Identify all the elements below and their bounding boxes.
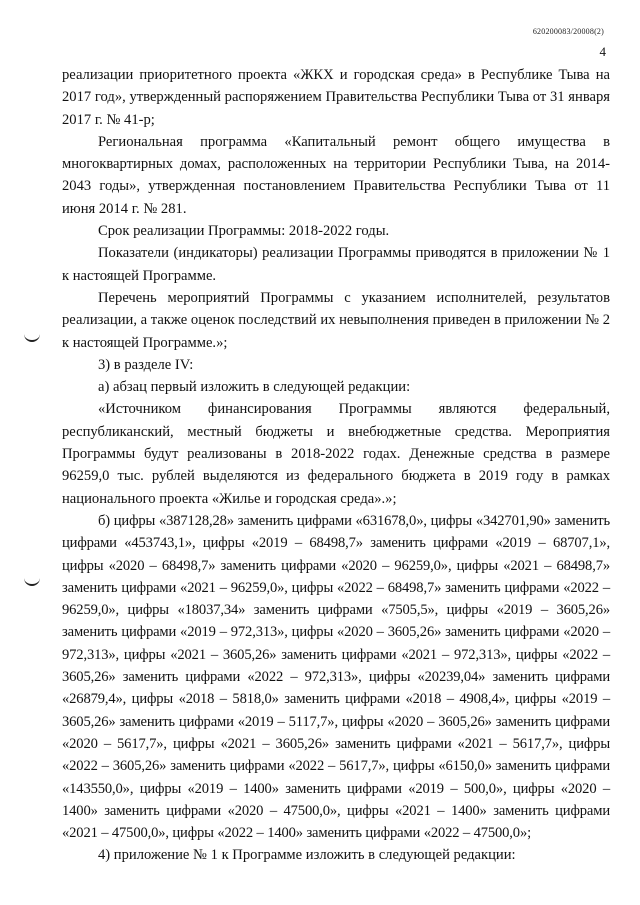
document-body [62, 64, 610, 867]
paragraph: Региональная программа «Капитальный ремонт общего имущества в многоквартирных домах, расположенных на территории Республики Тыва, на 2014-2043 годы», утвержденная постановлением Правительства Республики Тыва от 11 июня 2014 г. № 281. [62, 133, 610, 217]
paragraph: Срок реализации Программы: 2018-2022 годы. [98, 223, 390, 240]
paragraph: Показатели (индикаторы) реализации Программы приводятся в приложении № 1 к настоящей Программе. [62, 245, 610, 284]
paragraph: «Источником финансирования Программы являются федеральный, республиканский, местный бюджеты и внебюджетные средства. Мероприятия Программы будут реализованы в 2018-2022 годах. Денежные средства в размере 96259,0 тыс. рублей выделяются из федерального бюджета в 2019 году в рамках национального проекта «Жилье и городская среда».»; [62, 401, 610, 507]
document-code: 620200083/20008(2) [532, 27, 604, 36]
paragraph: Перечень мероприятий Программы с указанием исполнителей, результатов реализации, а также оценок последствий их невыполнения приведен в приложении № 2 к настоящей Программе.»; [62, 289, 610, 351]
paragraph: 4) приложение № 1 к Программе изложить в следующей редакции: [98, 847, 516, 864]
margin-mark [24, 576, 40, 586]
margin-mark [24, 332, 40, 342]
paragraph: 3) в разделе IV: [98, 356, 194, 373]
paragraph: реализации приоритетного проекта «ЖКХ и городская среда» в Республике Тыва на 2017 год», утвержденный распоряжением Правительства Республики Тыва от 31 января 2017 г. № 41-р; [62, 67, 610, 128]
paragraph: б) цифры «387128,28» заменить цифрами «631678,0», цифры «342701,90» заменить цифрами «453743,1», цифры «2019 – 68498,7» заменить цифрами «2019 – 68707,1», цифры «2020 – 68498,7» заменить цифрами «2020 – 96259,0», цифры «2021 – 68498,7» заменить цифрами «2021 – 96259,0», цифры «2022 – 68498,7» заменить цифрами «2022 – 96259,0», цифры «18037,34» заменить цифрами «7505,5», цифры «2019 – 3605,26» заменить цифрами «2019 – 972,313», цифры «2020 – 3605,26» заменить цифрами «2020 – 972,313», цифры «2021 – 3605,26» заменить цифрами «2021 – 972,313», цифры «2022 – 3605,26» заменить цифрами «2022 – 972,313», цифры «20239,04» заменить цифрами «26879,4», цифры «2018 – 5818,0» заменить цифрами «2018 – 4908,4», цифры «2019 – 3605,26» заменить цифрами «2019 – 5117,7», цифры «2020 – 3605,26» заменить цифрами «2020 – 5617,7», цифры «2021 – 3605,26» заменить цифрами «2021 – 5617,7», цифры «2022 – 3605,26» заменить цифрами «2022 – 5617,7», цифры «6150,0» заменить цифрами «143550,0», цифры «2019 – 1400» заменить цифрами «2019 – 500,0», цифры «2020 – 1400» заменить цифрами «2020 – 47500,0», цифры «2021 – 1400» заменить цифрами «2021 – 47500,0», цифры «2022 – 1400» заменить цифрами «2022 – 47500,0»; [62, 512, 610, 842]
page-number: 4 [599, 44, 606, 59]
paragraph: а) абзац первый изложить в следующей редакции: [98, 379, 411, 396]
